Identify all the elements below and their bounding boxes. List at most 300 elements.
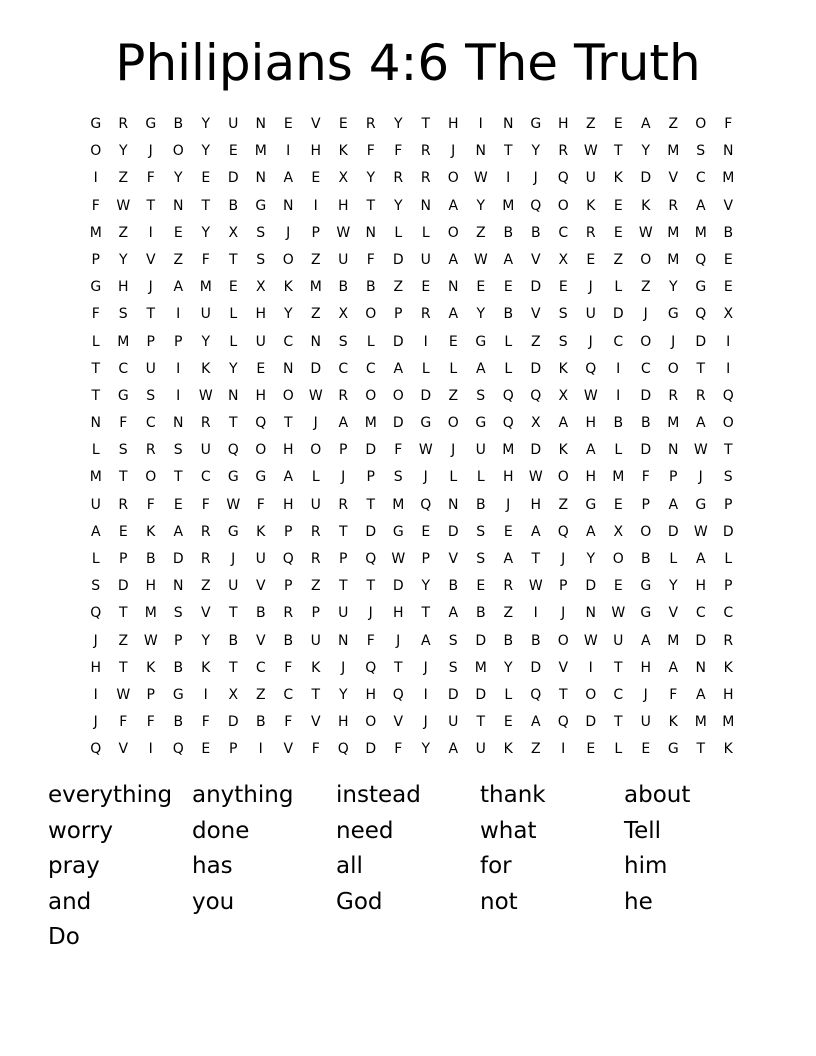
grid-letter: Z bbox=[173, 251, 184, 268]
grid-letter: M bbox=[254, 143, 267, 160]
grid-letter: B bbox=[365, 279, 376, 296]
grid-letter: E bbox=[283, 116, 293, 132]
grid-letter: Q bbox=[365, 659, 377, 676]
grid-letter: B bbox=[503, 306, 514, 323]
grid-letter: G bbox=[172, 686, 184, 703]
grid-letter: V bbox=[310, 116, 321, 132]
grid-letter: D bbox=[530, 442, 542, 459]
grid-letter: U bbox=[228, 116, 239, 132]
grid-letter: Z bbox=[530, 741, 541, 758]
grid-letter: A bbox=[585, 442, 596, 459]
grid-letter: V bbox=[393, 714, 404, 731]
grid-letter: D bbox=[365, 741, 377, 758]
grid-letter: J bbox=[148, 279, 153, 296]
grid-letter: P bbox=[641, 496, 650, 513]
grid-letter: A bbox=[503, 251, 514, 268]
grid-letter: F bbox=[119, 714, 128, 731]
grid-letter: O bbox=[722, 415, 734, 432]
grid-letter: L bbox=[724, 551, 733, 567]
grid-letter: J bbox=[643, 686, 648, 703]
grid-letter: C bbox=[695, 605, 706, 622]
grid-letter: V bbox=[448, 551, 459, 567]
word-list-item: everything bbox=[48, 782, 173, 808]
grid-letter: A bbox=[695, 197, 706, 214]
grid-letter: G bbox=[90, 279, 102, 296]
grid-letter: L bbox=[229, 333, 238, 350]
grid-letter: Y bbox=[476, 306, 486, 323]
grid-letter: N bbox=[585, 605, 596, 622]
grid-letter: E bbox=[173, 224, 183, 241]
grid-letter: V bbox=[255, 578, 266, 595]
grid-letter: B bbox=[640, 551, 651, 567]
grid-letter: P bbox=[146, 686, 155, 703]
grid-letter: T bbox=[228, 415, 238, 432]
grid-letter: T bbox=[228, 659, 238, 676]
grid-letter: P bbox=[146, 333, 155, 350]
grid-letter: M bbox=[502, 197, 515, 214]
grid-letter: W bbox=[528, 469, 543, 486]
word-list-item: Do bbox=[48, 924, 80, 950]
word-list-item: what bbox=[480, 817, 537, 844]
grid-letter: G bbox=[667, 741, 679, 758]
grid-letter: T bbox=[613, 714, 623, 731]
word-list-item: for bbox=[480, 853, 512, 879]
grid-letter: K bbox=[311, 659, 321, 676]
grid-letter: O bbox=[392, 387, 404, 404]
grid-letter: L bbox=[421, 224, 430, 241]
grid-letter: U bbox=[613, 632, 624, 649]
grid-letter: T bbox=[91, 360, 101, 377]
grid-letter: U bbox=[228, 578, 239, 595]
grid-letter: H bbox=[117, 279, 129, 296]
grid-letter: O bbox=[557, 197, 569, 214]
grid-letter: Y bbox=[173, 170, 183, 187]
grid-letter: I bbox=[313, 197, 318, 214]
grid-letter: F bbox=[394, 442, 403, 459]
grid-letter: V bbox=[530, 306, 541, 323]
grid-letter: T bbox=[421, 116, 431, 132]
grid-letter: O bbox=[640, 523, 652, 540]
grid-letter: O bbox=[282, 387, 294, 404]
grid-letter: Y bbox=[641, 143, 651, 160]
grid-letter: U bbox=[90, 496, 101, 513]
word-list-item: worry bbox=[48, 817, 114, 844]
grid-letter: C bbox=[255, 659, 266, 676]
grid-letter: J bbox=[698, 469, 703, 486]
grid-letter: J bbox=[231, 551, 236, 567]
grid-letter: B bbox=[173, 714, 184, 731]
grid-letter: L bbox=[614, 442, 623, 459]
grid-letter: C bbox=[200, 469, 211, 486]
word-list-item: you bbox=[192, 888, 235, 915]
grid-letter: H bbox=[585, 469, 597, 486]
grid-letter: H bbox=[585, 415, 597, 432]
grid-letter: S bbox=[476, 387, 486, 404]
grid-letter: I bbox=[533, 605, 538, 622]
grid-letter: F bbox=[91, 197, 100, 214]
grid-letter: Y bbox=[586, 551, 596, 567]
grid-letter: E bbox=[558, 279, 568, 296]
grid-letter: I bbox=[286, 143, 291, 160]
grid-letter: D bbox=[392, 333, 404, 350]
grid-letter: E bbox=[173, 496, 183, 513]
grid-letter: O bbox=[447, 224, 459, 241]
grid-letter: W bbox=[583, 632, 598, 649]
grid-letter: T bbox=[476, 714, 486, 731]
grid-letter: Z bbox=[448, 387, 459, 404]
grid-letter: F bbox=[201, 714, 210, 731]
grid-letter: R bbox=[200, 523, 211, 540]
grid-letter: O bbox=[365, 306, 377, 323]
grid-letter: Q bbox=[530, 686, 542, 703]
grid-letter: P bbox=[724, 578, 733, 595]
grid-letter: D bbox=[667, 523, 679, 540]
grid-letter: E bbox=[586, 741, 596, 758]
grid-letter: F bbox=[641, 469, 650, 486]
grid-letter: Z bbox=[393, 279, 404, 296]
grid-letter: M bbox=[309, 279, 322, 296]
grid-letter: R bbox=[420, 170, 431, 187]
grid-letter: Y bbox=[421, 741, 431, 758]
grid-letter: V bbox=[530, 251, 541, 268]
grid-letter: J bbox=[643, 306, 648, 323]
grid-letter: T bbox=[503, 143, 513, 160]
grid-letter: S bbox=[256, 224, 266, 241]
grid-letter: E bbox=[311, 170, 321, 187]
grid-letter: T bbox=[723, 442, 733, 459]
grid-letter: L bbox=[421, 360, 430, 377]
grid-letter: D bbox=[365, 523, 377, 540]
grid-letter: Y bbox=[393, 116, 403, 132]
grid-letter: V bbox=[283, 741, 294, 758]
grid-row bbox=[82, 628, 742, 655]
grid-letter: Y bbox=[201, 116, 211, 132]
word-list-item: he bbox=[624, 888, 653, 915]
grid-letter: I bbox=[506, 170, 511, 187]
grid-letter: V bbox=[668, 170, 679, 187]
grid-letter: O bbox=[255, 442, 267, 459]
grid-letter: B bbox=[338, 279, 349, 296]
grid-letter: P bbox=[366, 469, 375, 486]
word-list-item: all bbox=[336, 853, 363, 879]
grid-letter: P bbox=[339, 442, 348, 459]
grid-row bbox=[82, 437, 742, 464]
grid-letter: K bbox=[338, 143, 348, 160]
grid-letter: L bbox=[504, 333, 513, 350]
grid-letter: Q bbox=[502, 387, 514, 404]
grid-letter: C bbox=[338, 360, 349, 377]
grid-letter: P bbox=[174, 333, 183, 350]
grid-letter: B bbox=[448, 578, 459, 595]
grid-letter: M bbox=[667, 251, 680, 268]
grid-letter: W bbox=[226, 496, 241, 513]
grid-letter: Q bbox=[172, 741, 184, 758]
grid-letter: T bbox=[613, 143, 623, 160]
grid-letter: R bbox=[393, 170, 404, 187]
grid-letter: A bbox=[695, 551, 706, 567]
grid-letter: L bbox=[91, 333, 100, 350]
grid-letter: J bbox=[313, 415, 318, 432]
grid-letter: P bbox=[284, 523, 293, 540]
grid-letter: M bbox=[667, 224, 680, 241]
grid-letter: C bbox=[365, 360, 376, 377]
grid-letter: L bbox=[504, 686, 513, 703]
grid-letter: E bbox=[641, 741, 651, 758]
grid-letter: E bbox=[201, 170, 211, 187]
grid-letter: Q bbox=[695, 306, 707, 323]
grid-letter: E bbox=[613, 116, 623, 132]
grid-letter: D bbox=[640, 170, 652, 187]
grid-letter: S bbox=[476, 551, 486, 567]
grid-letter: L bbox=[614, 741, 623, 758]
grid-letter: U bbox=[338, 251, 349, 268]
grid-letter: Y bbox=[476, 197, 486, 214]
grid-letter: H bbox=[337, 197, 349, 214]
grid-letter: B bbox=[228, 197, 239, 214]
grid-letter: A bbox=[173, 279, 184, 296]
grid-row bbox=[82, 464, 742, 491]
grid-letter: Q bbox=[337, 741, 349, 758]
grid-letter: Q bbox=[557, 523, 569, 540]
grid-letter: F bbox=[91, 306, 100, 323]
grid-letter: Q bbox=[530, 387, 542, 404]
grid-letter: M bbox=[364, 415, 377, 432]
grid-letter: M bbox=[199, 279, 212, 296]
grid-letter: S bbox=[558, 306, 568, 323]
grid-letter: P bbox=[119, 551, 128, 567]
grid-letter: E bbox=[613, 197, 623, 214]
grid-letter: V bbox=[118, 741, 129, 758]
grid-letter: Z bbox=[640, 279, 651, 296]
grid-letter: R bbox=[200, 415, 211, 432]
grid-letter: L bbox=[669, 551, 678, 567]
grid-letter: D bbox=[585, 714, 597, 731]
grid-letter: X bbox=[228, 686, 239, 703]
grid-letter: Q bbox=[90, 741, 102, 758]
grid-letter: A bbox=[640, 116, 651, 132]
grid-letter: I bbox=[176, 360, 181, 377]
grid-letter: A bbox=[503, 551, 514, 567]
grid-letter: X bbox=[338, 306, 349, 323]
grid-letter: K bbox=[668, 714, 678, 731]
grid-letter: X bbox=[530, 415, 541, 432]
grid-letter: V bbox=[558, 659, 569, 676]
grid-letter: P bbox=[174, 632, 183, 649]
grid-letter: D bbox=[365, 442, 377, 459]
grid-letter: N bbox=[338, 632, 349, 649]
grid-letter: A bbox=[530, 523, 541, 540]
grid-letter: M bbox=[392, 496, 405, 513]
grid-letter: R bbox=[420, 143, 431, 160]
grid-letter: F bbox=[366, 143, 375, 160]
grid-letter: Z bbox=[310, 578, 321, 595]
grid-letter: J bbox=[671, 333, 676, 350]
grid-letter: S bbox=[476, 523, 486, 540]
grid-letter: D bbox=[392, 415, 404, 432]
grid-letter: W bbox=[638, 224, 653, 241]
grid-letter: T bbox=[421, 605, 431, 622]
grid-letter: G bbox=[640, 605, 652, 622]
grid-letter: H bbox=[502, 469, 514, 486]
grid-letter: D bbox=[530, 360, 542, 377]
grid-letter: C bbox=[283, 686, 294, 703]
grid-letter: O bbox=[447, 170, 459, 187]
grid-letter: I bbox=[616, 387, 621, 404]
grid-letter: F bbox=[201, 496, 210, 513]
grid-letter: O bbox=[557, 469, 569, 486]
grid-letter: I bbox=[616, 360, 621, 377]
grid-letter: H bbox=[255, 306, 267, 323]
grid-letter: O bbox=[310, 442, 322, 459]
grid-letter: G bbox=[255, 197, 267, 214]
grid-letter: P bbox=[339, 551, 348, 567]
grid-letter: H bbox=[310, 143, 322, 160]
grid-row bbox=[82, 356, 742, 383]
grid-letter: O bbox=[90, 143, 102, 160]
grid-letter: D bbox=[117, 578, 129, 595]
grid-letter: W bbox=[583, 143, 598, 160]
grid-letter: P bbox=[311, 224, 320, 241]
grid-letter: Y bbox=[201, 143, 211, 160]
grid-letter: Y bbox=[393, 197, 403, 214]
grid-row bbox=[82, 600, 742, 627]
grid-letter: S bbox=[448, 659, 458, 676]
grid-letter: E bbox=[613, 224, 623, 241]
grid-letter: E bbox=[201, 741, 211, 758]
grid-letter: N bbox=[90, 415, 101, 432]
grid-letter: U bbox=[420, 251, 431, 268]
grid-letter: M bbox=[722, 714, 735, 731]
grid-letter: J bbox=[93, 714, 98, 731]
grid-letter: A bbox=[448, 741, 459, 758]
grid-letter: S bbox=[173, 442, 183, 459]
grid-letter: T bbox=[118, 605, 128, 622]
word-list-item: Tell bbox=[624, 817, 662, 844]
grid-letter: J bbox=[93, 632, 98, 649]
grid-letter: I bbox=[258, 741, 263, 758]
grid-letter: A bbox=[695, 686, 706, 703]
grid-letter: R bbox=[668, 197, 679, 214]
grid-letter: B bbox=[723, 224, 734, 241]
grid-letter: W bbox=[336, 224, 351, 241]
grid-letter: N bbox=[475, 143, 486, 160]
grid-letter: B bbox=[640, 415, 651, 432]
grid-letter: Q bbox=[557, 714, 569, 731]
grid-letter: J bbox=[533, 170, 538, 187]
grid-letter: A bbox=[173, 523, 184, 540]
grid-letter: T bbox=[201, 197, 211, 214]
grid-letter: E bbox=[338, 116, 348, 132]
grid-letter: O bbox=[612, 551, 624, 567]
grid-letter: Q bbox=[282, 551, 294, 567]
grid-letter: U bbox=[310, 496, 321, 513]
grid-letter: F bbox=[366, 251, 375, 268]
grid-letter: A bbox=[530, 714, 541, 731]
grid-letter: B bbox=[173, 659, 184, 676]
grid-letter: P bbox=[421, 551, 430, 567]
grid-letter: W bbox=[611, 605, 626, 622]
word-list-item: God bbox=[336, 888, 383, 915]
grid-letter: W bbox=[473, 170, 488, 187]
grid-letter: G bbox=[255, 469, 267, 486]
grid-letter: Y bbox=[531, 143, 541, 160]
grid-letter: D bbox=[640, 442, 652, 459]
grid-letter: P bbox=[311, 605, 320, 622]
grid-letter: B bbox=[613, 415, 624, 432]
grid-letter: T bbox=[531, 551, 541, 567]
grid-letter: J bbox=[341, 659, 346, 676]
grid-letter: W bbox=[198, 387, 213, 404]
grid-letter: V bbox=[255, 632, 266, 649]
grid-letter: B bbox=[530, 224, 541, 241]
grid-letter: R bbox=[310, 523, 321, 540]
grid-letter: Y bbox=[366, 170, 376, 187]
grid-letter: O bbox=[172, 143, 184, 160]
word-list-item: about bbox=[624, 782, 691, 808]
grid-letter: N bbox=[283, 197, 294, 214]
grid-letter: H bbox=[282, 442, 294, 459]
grid-letter: E bbox=[448, 333, 458, 350]
grid-letter: X bbox=[338, 170, 349, 187]
grid-letter: X bbox=[613, 523, 624, 540]
grid-letter: A bbox=[420, 632, 431, 649]
grid-letter: Q bbox=[90, 605, 102, 622]
grid-letter: I bbox=[561, 741, 566, 758]
grid-letter: N bbox=[228, 387, 239, 404]
grid-letter: Y bbox=[118, 251, 128, 268]
grid-letter: H bbox=[255, 387, 267, 404]
grid-letter: R bbox=[420, 306, 431, 323]
grid-letter: R bbox=[503, 578, 514, 595]
grid-letter: G bbox=[695, 496, 707, 513]
grid-letter: V bbox=[723, 197, 734, 214]
grid-letter: F bbox=[146, 496, 155, 513]
grid-letter: E bbox=[723, 251, 733, 268]
grid-letter: O bbox=[640, 251, 652, 268]
grid-letter: A bbox=[668, 659, 679, 676]
grid-letter: G bbox=[530, 116, 542, 132]
grid-letter: S bbox=[256, 251, 266, 268]
grid-letter: U bbox=[475, 741, 486, 758]
grid-letter: D bbox=[612, 306, 624, 323]
grid-row bbox=[82, 301, 742, 328]
grid-letter: T bbox=[146, 306, 156, 323]
grid-letter: X bbox=[228, 224, 239, 241]
grid-letter: S bbox=[393, 469, 403, 486]
grid-letter: A bbox=[475, 360, 486, 377]
grid-letter: H bbox=[695, 578, 707, 595]
grid-letter: W bbox=[583, 387, 598, 404]
grid-letter: Z bbox=[585, 116, 596, 132]
grid-letter: E bbox=[586, 251, 596, 268]
grid-letter: F bbox=[119, 415, 128, 432]
grid-letter: J bbox=[561, 605, 566, 622]
grid-row bbox=[82, 165, 742, 192]
grid-letter: D bbox=[695, 632, 707, 649]
grid-letter: C bbox=[613, 333, 624, 350]
grid-letter: M bbox=[667, 415, 680, 432]
grid-letter: G bbox=[117, 387, 129, 404]
grid-row bbox=[82, 193, 742, 220]
grid-letter: E bbox=[421, 279, 431, 296]
grid-row bbox=[82, 655, 742, 682]
grid-letter: X bbox=[558, 251, 569, 268]
grid-letter: I bbox=[423, 686, 428, 703]
grid-letter: I bbox=[423, 333, 428, 350]
grid-letter: J bbox=[396, 632, 401, 649]
grid-letter: B bbox=[503, 632, 514, 649]
grid-letter: D bbox=[530, 279, 542, 296]
